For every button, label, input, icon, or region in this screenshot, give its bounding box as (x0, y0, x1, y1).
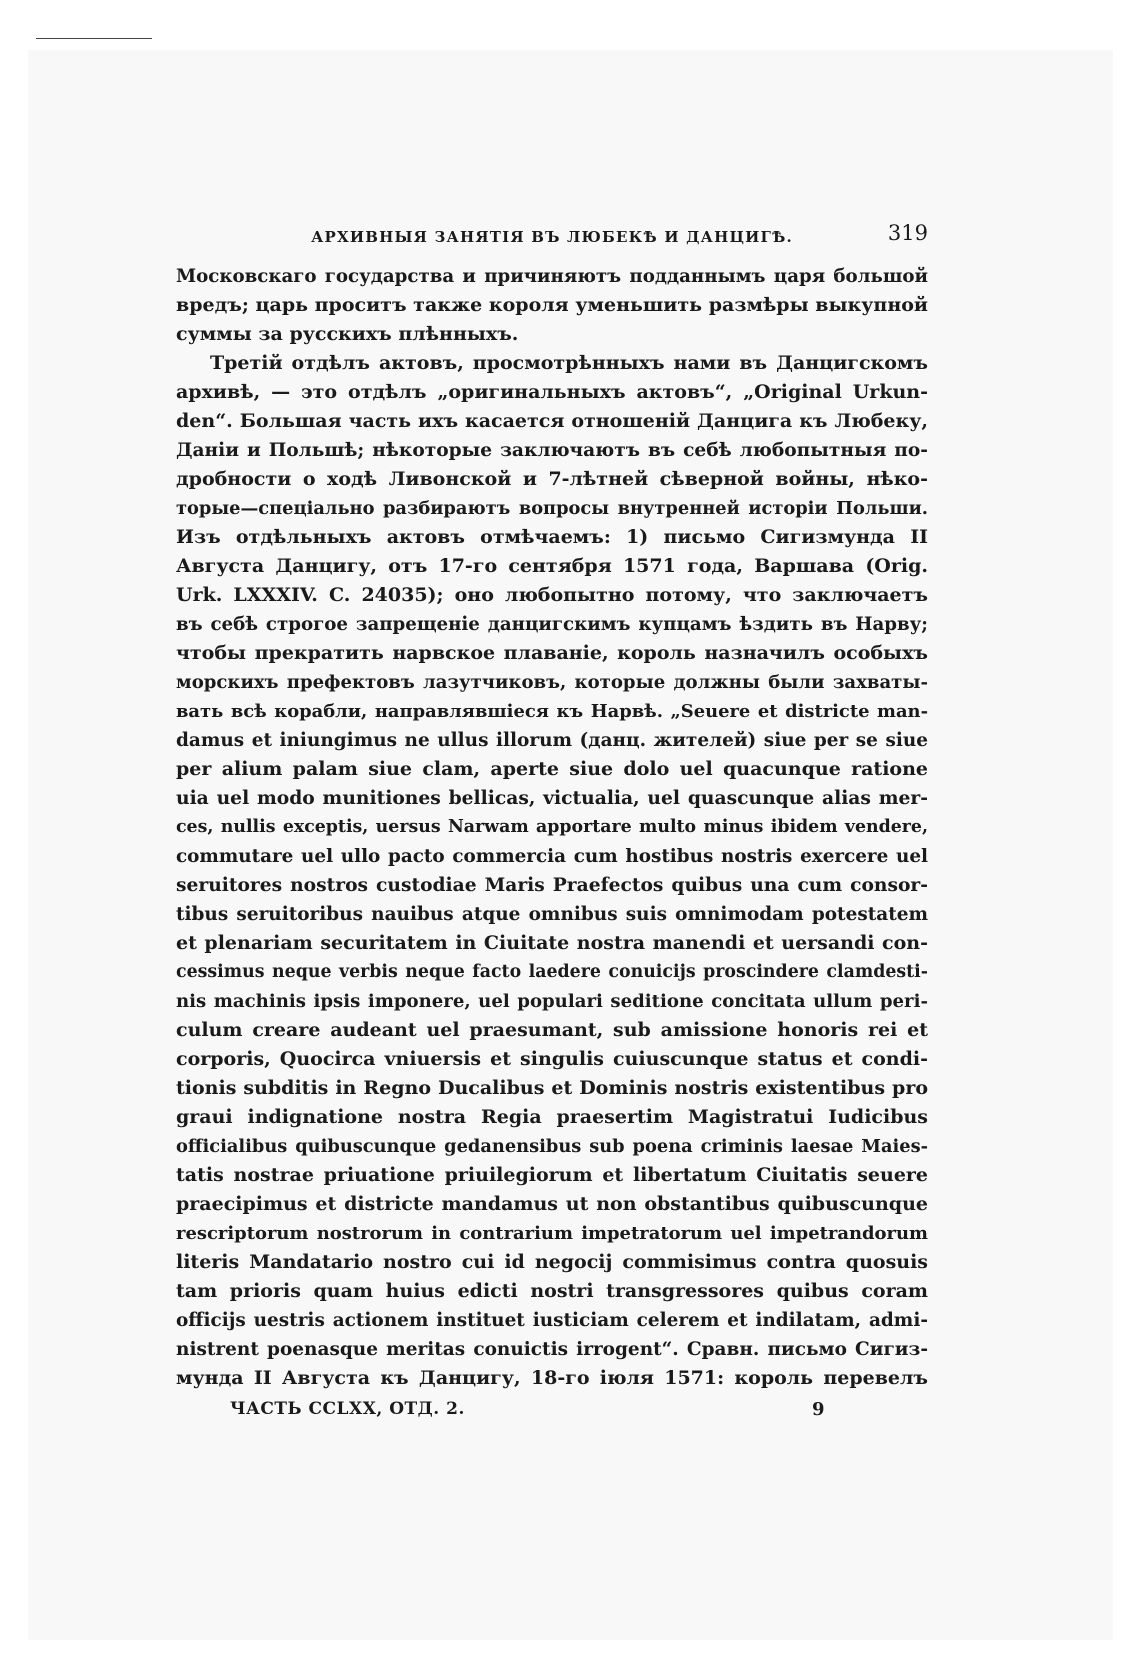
signature-number: 9 (812, 1399, 825, 1420)
text-line: tatis nostrae priuatione priuilegiorum et libertatum Ciuitatis seuere (176, 1164, 928, 1186)
text-line: officijs uestris actionem instituet iusticiam celerem et indilatam, admi- (176, 1310, 928, 1331)
footer-signature: ЧАСТЬ CCLXX, ОТД. 2. (230, 1399, 465, 1419)
page-number: 319 (887, 221, 928, 245)
text-line: corporis, Quocirca vniuersis et singulis cuiuscunque status et condi- (176, 1048, 928, 1070)
body-text (176, 262, 928, 1393)
text-line: архивѣ, — это отдѣлъ „оригинальныхъ актовъ“, „Original Urkun- (176, 381, 928, 403)
text-line: въ себѣ строгое запрещеніе данцигскимъ купцамъ ѣздить въ Нарву; (176, 614, 928, 635)
text-line: nistrent poenasque meritas conuictis irrogent“. Сравн. письмо Сигиз- (176, 1339, 928, 1360)
text-line: rescriptorum nostrorum in contrarium impetratorum uel impetrandorum (176, 1223, 928, 1244)
text-line: nis machinis ipsis imponere, uel populari seditione concitata ullum peri- (176, 991, 928, 1012)
text-line: den“. Большая часть ихъ касается отношеній Данцига къ Любеку, (176, 410, 928, 432)
text-line: tibus seruitoribus nauibus atque omnibus suis omnimodam potestatem (176, 904, 928, 925)
text-line: морскихъ префектовъ лазутчиковъ, которые должны были захваты- (176, 672, 928, 693)
running-title: АРХИВНЫЯ ЗАНЯТІЯ ВЪ ЛЮБЕКѢ И ДАНЦИГѢ. (311, 228, 793, 246)
text-line: seruitores nostros custodiae Maris Praefectos quibus una cum consor- (176, 874, 928, 896)
text-line: culum creare audeant uel praesumant, sub amissione honoris rei et (176, 1019, 928, 1041)
text-line: Даніи и Польшѣ; нѣкоторые заключаютъ въ себѣ любопытныя по- (176, 440, 928, 461)
text-line: et plenariam securitatem in Ciuitate nostra manendi et uersandi con- (176, 932, 928, 954)
text-line: damus et iniungimus ne ullus illorum (данц. жителей) siue per se siue (176, 730, 928, 751)
text-line: мунда II Августа къ Данцигу, 18-го іюля 1571: король перевелъ (176, 1367, 928, 1389)
text-line: commutare uel ullo pacto commercia cum hostibus nostris exercere uel (176, 846, 928, 867)
text-line: per alium palam siue clam, aperte siue dolo uel quacunque ratione (176, 758, 928, 780)
text-line: вредъ; царь проситъ также короля уменьшить размѣры выкупной (176, 294, 928, 316)
text-line: cessimus neque verbis neque facto laedere conuicijs proscindere clamdesti- (176, 962, 928, 982)
running-head (176, 218, 928, 258)
text-line: торые—спеціально разбираютъ вопросы внутренней исторіи Польши. (176, 498, 928, 519)
text-line: uia uel modo munitiones bellicas, victualia, uel quascunque alias mer- (176, 787, 928, 809)
text-line: officialibus quibuscunque gedanensibus sub poena criminis laesae Maies- (176, 1136, 928, 1157)
top-rule (36, 38, 152, 39)
text-line: praecipimus et districte mandamus ut non obstantibus quibuscunque (176, 1193, 928, 1215)
page-content (176, 218, 928, 1429)
text-line: tionis subditis in Regno Ducalibus et Dominis nostris existentibus pro (176, 1077, 928, 1099)
text-line: literis Mandatario nostro cui id negocij commisimus contra quosuis (176, 1251, 928, 1273)
text-line: Изъ отдѣльныхъ актовъ отмѣчаемъ: 1) письмо Сигизмунда II (176, 526, 928, 548)
page-footer (176, 1399, 928, 1429)
text-line: дробности о ходѣ Ливонской и 7-лѣтней сѣверной войны, нѣко- (176, 468, 928, 490)
text-line: суммы за русскихъ плѣнныхъ. (176, 323, 519, 345)
text-line: Августа Данцигу, отъ 17-го сентября 1571 года, Варшава (Orig. (176, 555, 928, 577)
text-line: Urk. LXXXIV. C. 24035); оно любопытно потому, что заключаетъ (176, 584, 928, 606)
text-line: ces, nullis exceptis, uersus Narwam apportare multo minus ibidem vendere, (176, 817, 928, 837)
text-line: tam prioris quam huius edicti nostri transgressores quibus coram (176, 1280, 928, 1302)
text-line: Московскаго государства и причиняютъ подданнымъ царя большой (176, 266, 928, 287)
text-line: чтобы прекратить нарвское плаваніе, король назначилъ особыхъ (176, 642, 928, 664)
text-line: Третій отдѣлъ актовъ, просмотрѣнныхъ нами въ Данцигскомъ (210, 352, 928, 374)
text-line: graui indignatione nostra Regia praesertim Magistratui Iudicibus (176, 1106, 928, 1128)
text-line: вать всѣ корабли, направлявшіеся къ Нарвѣ. „Seuere et districte man- (176, 701, 928, 722)
